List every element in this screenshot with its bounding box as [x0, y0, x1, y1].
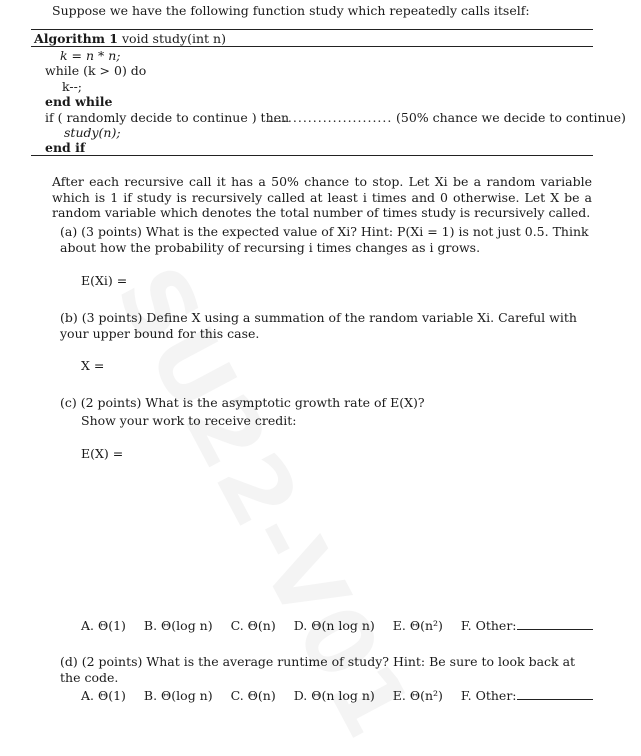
question-b: (b) (3 points) Define X using a summation of the random variable Xi. Careful with your upper bound for this case. — [60, 310, 577, 341]
choice-d-f[interactable] — [461, 688, 607, 703]
other-blank-c[interactable] — [517, 628, 593, 630]
problem-paragraph: After each recursive call it has a 50% chance to stop. Let Xi be a random variable which is 1 if study is recursively called at least i times and 0 otherwise. Let X be a random variable which denotes the total number of times study is recursively called. — [52, 174, 592, 220]
answer-b-label: X = — [81, 358, 105, 373]
algorithm-line-4: end while — [45, 94, 113, 109]
choice-c-f-label: F. Other: — [460, 618, 517, 633]
choices-d — [81, 688, 607, 703]
other-blank-d[interactable] — [517, 698, 593, 700]
question-c: (c) (2 points) What is the asymptotic growth rate of E(X)? — [60, 395, 425, 410]
choice-d-c[interactable]: C. Θ(n) — [230, 688, 276, 703]
algorithm-line-1: k = n * n; — [60, 48, 121, 63]
algorithm-caption-signature: void study(int n) — [121, 31, 226, 46]
question-a: (a) (3 points) What is the expected value of Xi? Hint: P(Xi = 1) is not just 0.5. Think about how the probability of recursing i times changes as i grows. — [60, 224, 589, 255]
algorithm-line-2: while (k > 0) do — [45, 63, 147, 78]
choice-c-a[interactable]: A. Θ(1) — [81, 618, 126, 633]
question-d: (d) (2 points) What is the average runtime of study? Hint: Be sure to look back at the code. — [60, 654, 576, 685]
algorithm-top-rule — [31, 29, 593, 30]
choice-c-e[interactable]: E. Θ(n²) — [392, 618, 443, 633]
choice-c-c[interactable]: C. Θ(n) — [230, 618, 276, 633]
choice-d-b[interactable]: B. Θ(log n) — [143, 688, 213, 703]
question-c-instruction: Show your work to receive credit: — [81, 413, 297, 428]
algorithm-line-5: if ( randomly decide to continue ) then — [45, 110, 290, 125]
algorithm-dot-leader: ......................... — [268, 110, 393, 125]
choice-c-b[interactable]: B. Θ(log n) — [143, 618, 213, 633]
choice-c-d[interactable]: D. Θ(n log n) — [293, 618, 375, 633]
answer-c-label: E(X) = — [81, 446, 124, 461]
algorithm-line-5-comment: (50% chance we decide to continue) — [396, 110, 626, 125]
choice-c-f[interactable] — [461, 618, 607, 633]
choice-d-f-label: F. Other: — [460, 688, 517, 703]
choices-c — [81, 618, 607, 633]
choice-d-e[interactable]: E. Θ(n²) — [392, 688, 443, 703]
algorithm-caption-rule — [31, 46, 593, 47]
algorithm-caption — [34, 31, 226, 46]
algorithm-bottom-rule — [31, 155, 593, 156]
answer-a-label: E(Xi) = — [81, 273, 128, 288]
algorithm-caption-label: Algorithm 1 — [34, 31, 118, 46]
algorithm-line-3: k--; — [62, 79, 83, 94]
choice-d-a[interactable]: A. Θ(1) — [81, 688, 126, 703]
intro-text: Suppose we have the following function study which repeatedly calls itself: — [52, 3, 530, 18]
choice-d-d[interactable]: D. Θ(n log n) — [293, 688, 375, 703]
algorithm-line-7: end if — [45, 140, 86, 155]
algorithm-line-6: study(n); — [64, 125, 121, 140]
